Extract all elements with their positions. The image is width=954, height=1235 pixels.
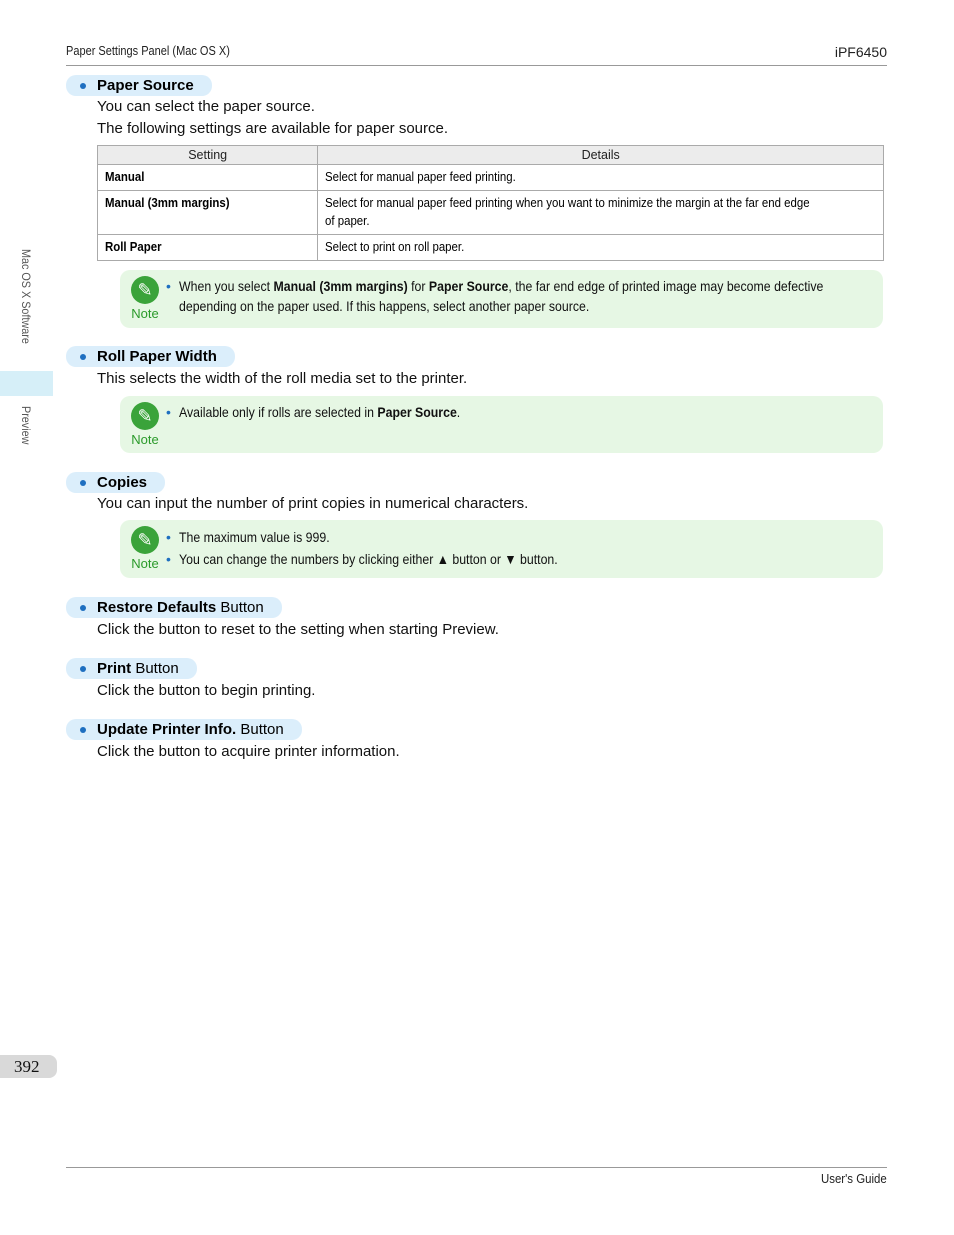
running-header-model: iPF6450 [834, 44, 887, 60]
table-cell-details: Select for manual paper feed printing. [318, 165, 884, 191]
heading-suffix: Button [131, 660, 179, 677]
table-header-details: Details [318, 146, 884, 165]
heading-title: Paper Source [97, 77, 194, 94]
note-copies: ✎ Note • The maximum value is 999. • You can change the numbers by clicking either ▲ button or ▼ button. [120, 520, 883, 578]
note-bullet-icon: • [166, 529, 171, 545]
sidebar-tab-marker [0, 371, 53, 396]
heading-title: Print [97, 660, 132, 677]
bullet-icon [80, 480, 86, 486]
bullet-icon [80, 727, 86, 733]
heading-title: Roll Paper Width [97, 348, 217, 365]
heading-update-printer-info [66, 719, 302, 740]
restore-defaults-desc: Click the button to reset to the setting when starting Preview. [97, 621, 499, 638]
paper-source-desc-1: You can select the paper source. [97, 98, 315, 115]
heading-title: Restore Defaults [97, 599, 217, 616]
sidebar-subsection-label: Preview [19, 406, 33, 445]
note-paper-source: ✎ Note • When you select Manual (3mm margins) for Paper Source, the far end edge of printed image may become defective depending on the paper used. If this happens, select another paper source. [120, 270, 883, 328]
table-row [98, 165, 884, 191]
footer-guide-name: User's Guide [821, 1171, 887, 1186]
table-header-setting: Setting [98, 146, 318, 165]
heading-title: Copies [97, 474, 148, 491]
note-label: Note [131, 306, 159, 321]
sidebar-section-label: Mac OS X Software [19, 249, 33, 344]
footer-rule [66, 1167, 887, 1168]
note-bullet-icon: • [166, 278, 171, 294]
paper-source-table [97, 145, 884, 261]
update-printer-info-desc: Click the button to acquire printer information. [97, 743, 400, 760]
table-header-row [98, 146, 884, 165]
note-icon [128, 276, 162, 321]
table-row [98, 191, 884, 235]
heading-print [66, 658, 197, 679]
note-roll-paper-width: ✎ Note • Available only if rolls are selected in Paper Source. [120, 396, 883, 453]
table-row [98, 235, 884, 261]
note-bullet-icon: • [166, 551, 171, 567]
heading-suffix: Button [216, 599, 264, 616]
bullet-icon [80, 605, 86, 611]
copies-desc: You can input the number of print copies in numerical characters. [97, 495, 529, 512]
roll-paper-width-desc: This selects the width of the roll media set to the printer. [97, 370, 468, 387]
heading-roll-paper-width [66, 346, 235, 367]
pencil-icon: ✎ [131, 402, 159, 430]
heading-paper-source [66, 75, 212, 96]
table-cell-details: Select for manual paper feed printing when you want to minimize the margin at the far end edge of paper. [318, 191, 884, 235]
heading-restore-defaults [66, 597, 282, 618]
table-cell-setting: Roll Paper [98, 235, 318, 261]
note-bullet-icon: • [166, 404, 171, 420]
heading-copies [66, 472, 165, 493]
print-desc: Click the button to begin printing. [97, 682, 316, 699]
note-icon [128, 402, 162, 447]
pencil-icon: ✎ [131, 526, 159, 554]
table-cell-setting: Manual (3mm margins) [98, 191, 318, 235]
heading-suffix: Button [236, 721, 284, 738]
paper-source-desc-2: The following settings are available for paper source. [97, 120, 449, 137]
bullet-icon [80, 354, 86, 360]
note-label: Note [131, 556, 159, 571]
header-rule [66, 65, 887, 66]
note-icon [128, 526, 162, 571]
bullet-icon [80, 666, 86, 672]
running-header-title: Paper Settings Panel (Mac OS X) [66, 44, 230, 58]
bullet-icon [80, 83, 86, 89]
table-cell-setting: Manual [98, 165, 318, 191]
page-number: 392 [0, 1055, 57, 1078]
table-cell-details: Select to print on roll paper. [318, 235, 884, 261]
heading-title: Update Printer Info. [97, 721, 237, 738]
pencil-icon: ✎ [131, 276, 159, 304]
note-label: Note [131, 432, 159, 447]
